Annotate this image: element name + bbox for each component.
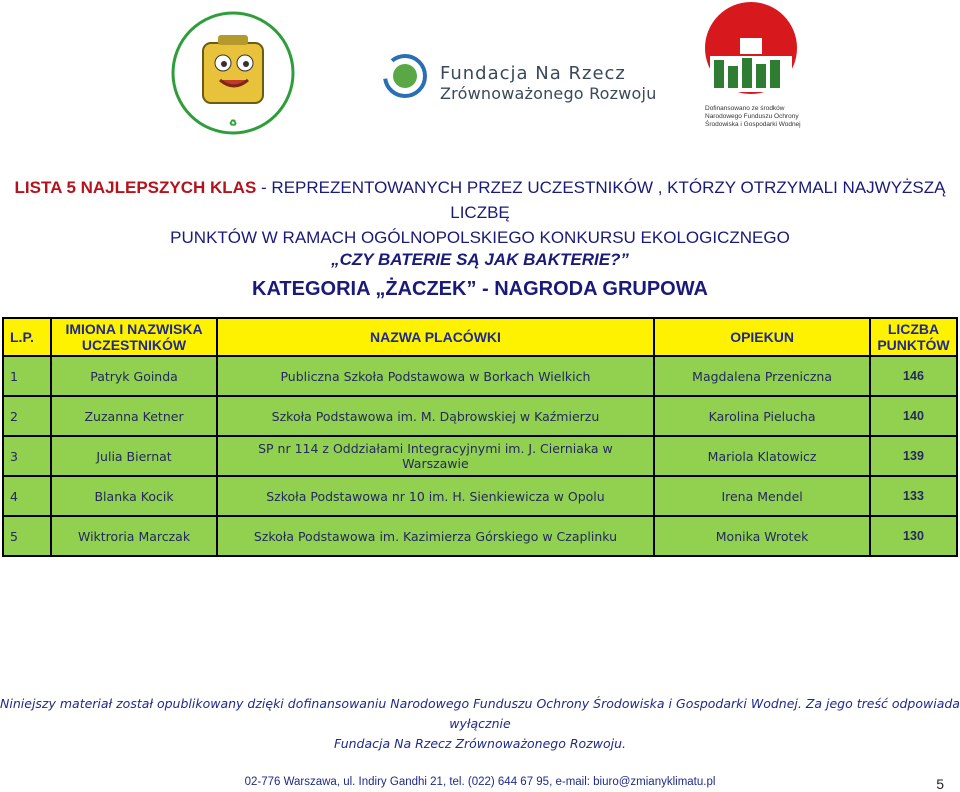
cell-school: Szkoła Podstawowa im. Kazimierza Górskiego w Czaplinku xyxy=(217,516,655,556)
cell-lp: 1 xyxy=(3,356,51,396)
cell-points: 146 xyxy=(870,356,957,396)
cell-tutor: Karolina Pielucha xyxy=(654,396,870,436)
cell-school: Publiczna Szkoła Podstawowa w Borkach Wielkich xyxy=(217,356,655,396)
table-row xyxy=(3,436,957,476)
header-points: LICZBA PUNKTÓW xyxy=(870,318,957,356)
cell-name: Wiktroria Marczak xyxy=(51,516,216,556)
cell-school: Szkoła Podstawowa nr 10 im. H. Sienkiewicza w Opolu xyxy=(217,476,655,516)
nfosigw-caption: Dofinansowano ze środków Narodowego Funduszu Ochrony Środowiska i Gospodarki Wodnej xyxy=(705,105,801,128)
title-contest-name: „CZY BATERIE SĄ JAK BAKTERIE?” xyxy=(331,250,629,269)
table-row xyxy=(3,476,957,516)
cell-tutor: Monika Wrotek xyxy=(654,516,870,556)
table-row xyxy=(3,396,957,436)
footer xyxy=(0,694,960,788)
cell-name: Patryk Goinda xyxy=(51,356,216,396)
cell-tutor: Magdalena Przeniczna xyxy=(654,356,870,396)
title-line-1-rest: - REPREZENTOWANYCH PRZEZ UCZESTNIKÓW , KTÓRZY OTRZYMALI NAJWYŻSZĄ LICZBĘ xyxy=(256,178,946,222)
cell-tutor: Irena Mendel xyxy=(654,476,870,516)
cell-points: 130 xyxy=(870,516,957,556)
title-category: KATEGORIA „ŻACZEK” - NAGRODA GRUPOWA xyxy=(252,278,708,300)
document-title xyxy=(0,175,960,306)
cell-tutor: Mariola Klatowicz xyxy=(654,436,870,476)
table-row xyxy=(3,516,957,556)
title-line-1 xyxy=(0,175,960,225)
title-highlight: LISTA 5 NAJLEPSZYCH KLAS xyxy=(14,178,257,197)
fundacja-name-line1: Fundacja Na Rzecz xyxy=(440,63,626,84)
contact-address: 02-776 Warszawa, ul. Indiry Gandhi 21, tel. (022) 644 67 95, e-mail: biuro@zmianyklimatu.pl xyxy=(244,776,716,788)
cell-lp: 5 xyxy=(3,516,51,556)
cell-lp: 3 xyxy=(3,436,51,476)
cell-name: Zuzanna Ketner xyxy=(51,396,216,436)
cell-lp: 2 xyxy=(3,396,51,436)
fundacja-name-line2: Zrównoważonego Rozwoju xyxy=(440,84,657,103)
table-header-row xyxy=(3,318,957,356)
page-number: 5 xyxy=(936,776,944,792)
svg-text:♻: ♻ xyxy=(228,118,238,128)
header-name: IMIONA I NAZWISKA UCZESTNIKÓW xyxy=(51,318,216,356)
header-school: NAZWA PLACÓWKI xyxy=(217,318,655,356)
funding-note-line-2: Fundacja Na Rzecz Zrównoważonego Rozwoju. xyxy=(334,736,626,751)
cell-school: Szkoła Podstawowa im. M. Dąbrowskiej w Kaźmierzu xyxy=(217,396,655,436)
table-row xyxy=(3,356,957,396)
cell-name: Blanka Kocik xyxy=(51,476,216,516)
cell-points: 140 xyxy=(870,396,957,436)
results-table xyxy=(2,317,958,557)
funding-note-line-1: Niniejszy materiał został opublikowany dzięki dofinansowaniu Narodowego Funduszu Ochrony Środowiska i Gospodarki Wodnej. Za jego treść odpowiada wyłącznie xyxy=(0,696,960,731)
cell-name: Julia Biernat xyxy=(51,436,216,476)
title-line-2: PUNKTÓW W RAMACH OGÓLNOPOLSKIEGO KONKURSU EKOLOGICZNEGO xyxy=(170,228,790,247)
cell-school: SP nr 114 z Oddziałami Integracyjnymi im. J. Cierniaka w Warszawie xyxy=(217,436,655,476)
battery-mascot-logo xyxy=(168,8,298,138)
logo-header xyxy=(0,0,960,150)
cell-points: 139 xyxy=(870,436,957,476)
cell-lp: 4 xyxy=(3,476,51,516)
cell-points: 133 xyxy=(870,476,957,516)
header-tutor: OPIEKUN xyxy=(654,318,870,356)
header-lp: L.P. xyxy=(3,318,51,356)
